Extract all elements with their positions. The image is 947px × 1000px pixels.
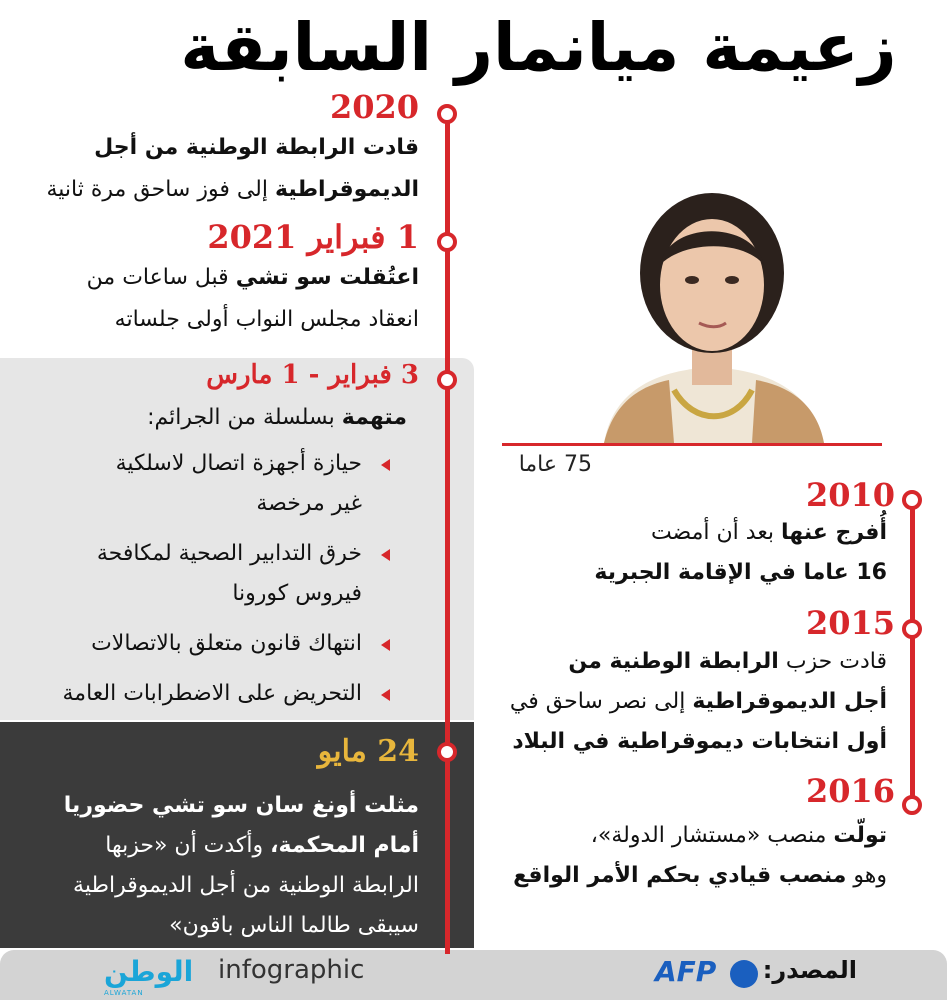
charges-list	[63, 444, 392, 724]
infographic-label: infographic	[218, 955, 365, 985]
text-2015-line3: أول انتخابات ديموقراطية في البلاد	[512, 729, 887, 754]
source-label: المصدر:	[762, 956, 857, 984]
text-2016-line2: وهو منصب قيادي بحكم الأمر الواقع	[513, 863, 887, 888]
text-feb2021-line1: اعتُقلت سو تشي قبل ساعات من	[86, 265, 419, 290]
date-2020: 2020	[329, 88, 419, 126]
portrait-illustration	[574, 185, 850, 443]
afp-logo: AFP	[655, 955, 717, 988]
text-2020-line1: قادت الرابطة الوطنية من أجل	[94, 135, 419, 160]
page-title: زعيمة ميانمار السابقة	[180, 9, 897, 86]
timeline-dot-feb-2021	[437, 232, 457, 252]
alwatan-logo-sub: ALWATAN	[104, 989, 144, 997]
right-timeline-line	[910, 498, 915, 803]
portrait-photo	[574, 185, 850, 443]
charge-item: التحريض على الاضطرابات العامة	[63, 674, 392, 714]
bullet-arrow-icon	[381, 459, 390, 471]
date-2016: 2016	[805, 772, 895, 810]
age-label: 75 عاما	[518, 452, 592, 477]
date-2015: 2015	[805, 604, 895, 642]
portrait-divider	[502, 443, 882, 446]
may-line3: الرابطة الوطنية من أجل الديموقراطية	[73, 873, 419, 898]
timeline-dot-charges	[437, 370, 457, 390]
text-2015-line2: أجل الديموقراطية إلى نصر ساحق في	[509, 689, 887, 714]
bullet-arrow-icon	[381, 639, 390, 651]
charge-item: انتهاك قانون متعلق بالاتصالات	[63, 624, 392, 664]
bullet-arrow-icon	[381, 549, 390, 561]
text-2015-line1: قادت حزب الرابطة الوطنية من	[568, 649, 887, 674]
timeline-dot-2020	[437, 104, 457, 124]
alwatan-logo: الوطن	[104, 955, 194, 988]
charge-item: خرق التدابير الصحية لمكافحة فيروس كورونا	[63, 534, 392, 614]
may-line2: أمام المحكمة، وأكدت أن «حزبها	[105, 833, 419, 858]
text-2010-line2: 16 عاما في الإقامة الجبرية	[594, 560, 887, 585]
text-feb2021-line2: انعقاد مجلس النواب أولى جلساته	[114, 307, 419, 332]
date-feb-2021: 1 فبراير 2021	[207, 218, 419, 256]
bullet-arrow-icon	[381, 689, 390, 701]
charge-item: حيازة أجهزة اتصال لاسلكية غير مرخصة	[63, 444, 392, 524]
afp-dot-icon	[730, 960, 758, 988]
date-2010: 2010	[805, 476, 895, 514]
may-line1: مثلت أونغ سان سو تشي حضوريا	[63, 793, 419, 818]
text-2016-line1: تولّت منصب «مستشار الدولة»،	[590, 823, 887, 848]
text-2020-line2: الديموقراطية إلى فوز ساحق مرة ثانية	[46, 177, 419, 202]
date-charges: 3 فبراير - 1 مارس	[206, 360, 419, 390]
timeline-dot-2010	[902, 490, 922, 510]
charges-intro: متهمة بسلسلة من الجرائم:	[147, 405, 407, 430]
timeline-dot-2015	[902, 619, 922, 639]
may-line4: سيبقى طالما الناس باقون»	[169, 913, 419, 938]
date-may: 24 مايو	[317, 734, 419, 769]
timeline-dot-may	[437, 742, 457, 762]
timeline-dot-2016	[902, 795, 922, 815]
text-2010-line1: أُفرج عنها بعد أن أمضت	[650, 520, 887, 545]
